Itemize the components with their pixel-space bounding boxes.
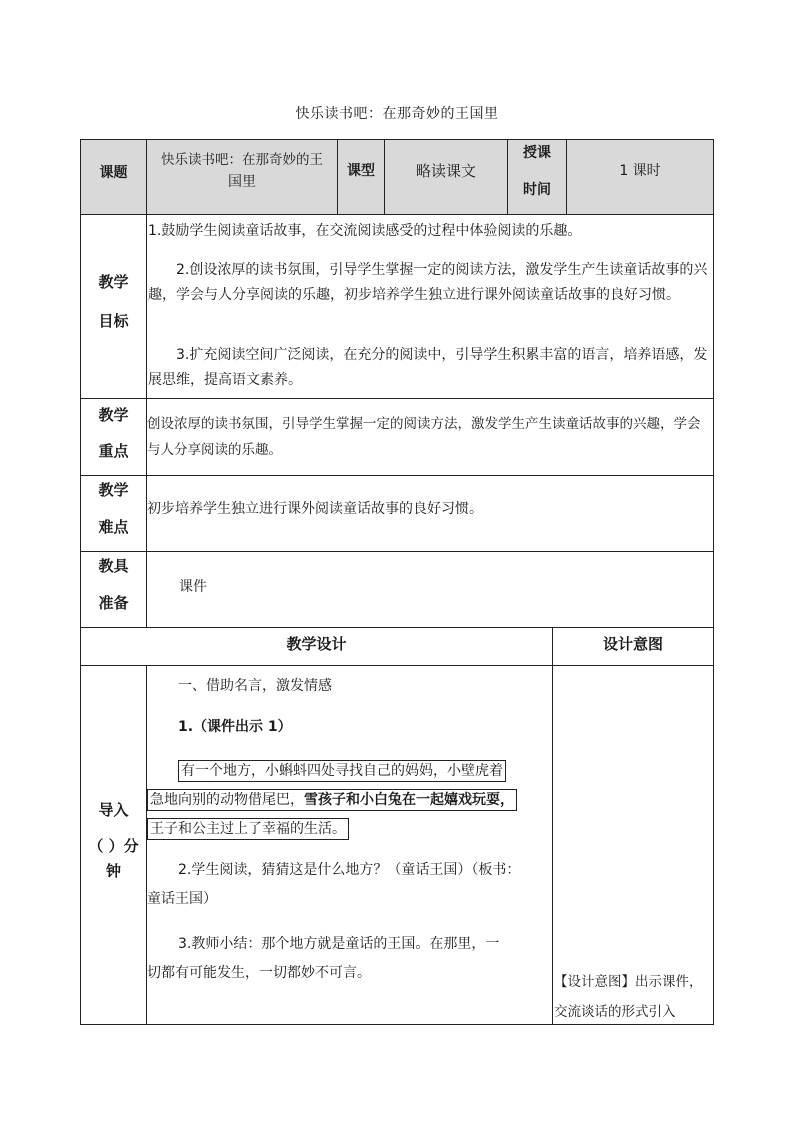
key-points-label-line2: 重点 — [98, 442, 129, 460]
intro-label-line1: 导入 — [98, 801, 129, 819]
difficulties-label-line1: 教学 — [98, 481, 129, 499]
goals-label-line1: 教学 — [98, 273, 129, 291]
design-header-right: 设计意图 — [602, 635, 663, 653]
story-quote-line-2-text-b: 雪孩子和小白兔在一起嬉戏玩耍， — [304, 792, 514, 808]
type-value: 略读课文 — [415, 162, 476, 180]
page-title: 快乐读书吧：在那奇妙的王国里 — [295, 106, 499, 122]
time-label-line1: 授课 — [523, 145, 551, 161]
design-header-left: 教学设计 — [286, 635, 347, 653]
story-quote-line-1 — [178, 760, 552, 782]
type-label: 课型 — [347, 163, 375, 179]
row-divider-6 — [80, 665, 714, 666]
key-points-label-line1: 教学 — [98, 406, 129, 424]
row-divider-4 — [80, 551, 714, 552]
key-points-text: 创设浓厚的读书氛围，引导学生掌握一定的阅读方法，激发学生产生读童话故事的兴趣，学会与人分享阅读的乐趣。 — [147, 416, 701, 458]
difficulties-label-line2: 难点 — [98, 518, 129, 536]
goals-item-2: 2.创设浓厚的读书氛围，引导学生掌握一定的阅读方法，激发学生产生读童话故事的兴趣，学会与人分享阅读的乐趣，初步培养学生独立进行课外阅读童话故事的良好习惯。 — [148, 262, 708, 303]
intro-step-3-line-2: 切都有可能发生，一切都妙不可言。 — [147, 965, 371, 981]
topic-label: 课题 — [99, 165, 128, 181]
story-quote-line-3-text: 王子和公主过上了幸福的生活。 — [147, 818, 349, 840]
row-divider-1 — [80, 214, 714, 215]
table-border-bottom — [80, 1024, 714, 1025]
materials-label-line1: 教具 — [98, 557, 129, 575]
row-divider-5 — [80, 627, 714, 628]
row-divider-3 — [80, 475, 714, 476]
story-quote-line-2-text-a: 急地向别的动物借尾巴， — [150, 792, 304, 808]
intro-step-2-line-1: 2.学生阅读，猜猜这是什么地方？（童话王国）（板书： — [178, 862, 521, 878]
row-divider-2 — [80, 398, 714, 399]
time-value: 1 课时 — [619, 163, 661, 179]
difficulties-text: 初步培养学生独立进行课外阅读童话故事的良好习惯。 — [147, 501, 483, 517]
table-border-top — [80, 139, 714, 140]
intro-step-1-1: 1.（课件出示 1） — [178, 719, 292, 735]
design-intent-divider — [552, 627, 553, 1025]
intro-step-2-line-2: 童话王国） — [147, 891, 217, 907]
story-quote-line-3 — [147, 818, 552, 840]
story-quote-line-2 — [147, 789, 552, 811]
materials-label-line2: 准备 — [98, 594, 129, 612]
time-label-line2: 时间 — [523, 182, 551, 198]
goals-item-1: 1.鼓励学生阅读童话故事，在交流阅读感受的过程中体验阅读的乐趣。 — [148, 223, 582, 239]
design-intent-line-2: 交流谈话的形式引入 — [554, 1004, 676, 1020]
intro-step-3-line-1: 3.教师小结：那个地方就是童话的王国。在那里，一 — [178, 936, 500, 952]
topic-value-line1: 快乐读书吧：在那奇妙的王 — [161, 152, 323, 168]
intro-label-line2: （ ）分 — [88, 837, 139, 855]
story-quote-line-1-text: 有一个地方，小蝌蚪四处寻找自己的妈妈，小壁虎着 — [178, 760, 506, 782]
materials-text: 课件 — [179, 579, 207, 595]
table-border-right — [713, 139, 714, 1025]
intro-step-1: 一、借助名言，激发情感 — [178, 678, 332, 694]
story-quote-line-2-box — [147, 789, 517, 811]
goals-item-3: 3.扩充阅读空间广泛阅读，在充分的阅读中，引导学生积累丰富的语言，培养语感，发展思维，提高语文素养。 — [148, 347, 708, 388]
intro-label-line3: 钟 — [105, 862, 121, 880]
goals-label-line2: 目标 — [98, 312, 129, 330]
design-intent-line-1: 【设计意图】出示课件， — [554, 974, 703, 990]
label-column-divider-top — [146, 139, 147, 628]
topic-value-line2: 国里 — [228, 174, 256, 190]
